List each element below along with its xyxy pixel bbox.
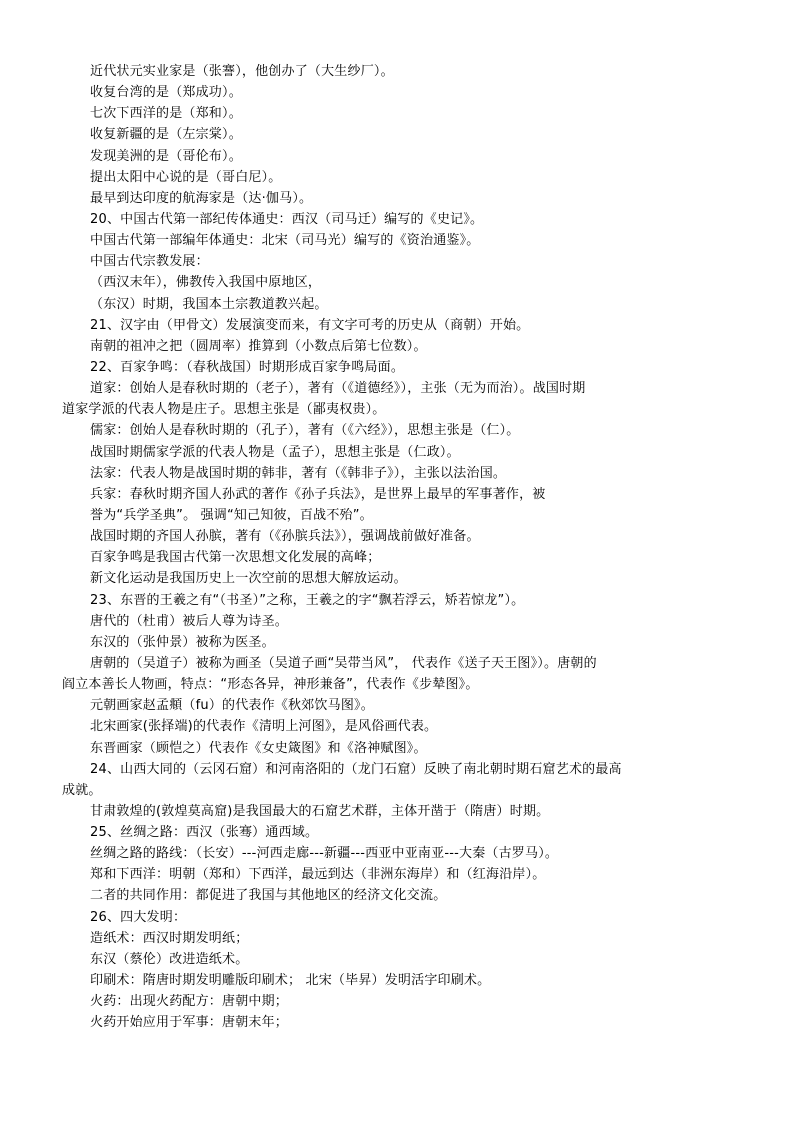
text-line: 誉为“兵学圣典”。 强调“知己知彼，百战不殆”。 bbox=[90, 507, 373, 523]
text-line: 20、中国古代第一部纪传体通史：西汉（司马迁）编写的《史记》。 bbox=[90, 211, 484, 227]
text-line: 发现美洲的是（哥伦布）。 bbox=[90, 148, 242, 164]
text-line: 儒家：创始人是春秋时期的（孔子），著有（《六经》），思想主张是（仁）。 bbox=[90, 423, 520, 439]
document-body bbox=[62, 61, 742, 1033]
text-line: 道家学派的代表人物是庄子。思想主张是（鄙夷权贵）。 bbox=[62, 402, 386, 418]
text-line: 24、山西大同的（云冈石窟）和河南洛阳的（龙门石窟）反映了南北朝时期石窟艺术的最高 bbox=[90, 761, 622, 777]
text-line: 唐代的（杜甫）被后人尊为诗圣。 bbox=[90, 613, 289, 629]
text-line: 火药：出现火药配方：唐朝中期； bbox=[90, 994, 289, 1010]
text-line: 七次下西洋的是（郑和）。 bbox=[90, 106, 242, 122]
text-line: 道家：创始人是春秋时期的（老子），著有（《道德经》），主张（无为而治）。战国时期 bbox=[90, 381, 586, 397]
text-line: 提出太阳中心说的是（哥白尼）。 bbox=[90, 169, 282, 185]
text-line: 唐朝的（吴道子）被称为画圣（吴道子画“吴带当风”， 代表作《送子天王图》）。唐朝的 bbox=[90, 655, 597, 671]
text-line: 26、四大发明： bbox=[90, 909, 187, 925]
text-line: 甘肃敦煌的(敦煌莫高窟)是我国最大的石窟艺术群，主体开凿于（隋唐）时期。 bbox=[90, 803, 550, 819]
text-line: 成就。 bbox=[62, 782, 102, 798]
text-line: 元朝画家赵孟頫（fu）的代表作《秋郊饮马图》。 bbox=[90, 698, 374, 714]
text-line: 25、丝绸之路：西汉（张骞）通西域。 bbox=[90, 825, 319, 841]
text-line: 兵家：春秋时期齐国人孙武的著作《孙子兵法》，是世界上最早的军事著作，被 bbox=[90, 486, 546, 502]
text-line: 火药开始应用于军事：唐朝末年； bbox=[90, 1015, 289, 1031]
text-line: 南朝的祖冲之把（圆周率）推算到（小数点后第七位数）。 bbox=[90, 338, 427, 354]
text-line: 收复新疆的是（左宗棠）。 bbox=[90, 127, 242, 143]
text-line: 22、百家争鸣：（春秋战国）时期形成百家争鸣局面。 bbox=[90, 359, 405, 375]
text-line: 百家争鸣是我国古代第一次思想文化发展的高峰； bbox=[90, 550, 381, 566]
text-line: 21、汉字由（甲骨文）发展演变而来，有文字可考的历史从（商朝）开始。 bbox=[90, 317, 530, 333]
text-line: 收复台湾的是（郑成功）。 bbox=[90, 85, 242, 101]
text-line: 北宋画家(张择端)的代表作《清明上河图》，是风俗画代表。 bbox=[90, 719, 438, 735]
text-line: 战国时期儒家学派的代表人物是（孟子），思想主张是（仁政）。 bbox=[90, 444, 460, 460]
text-line: （东汉）时期，我国本土宗教道教兴起。 bbox=[90, 296, 328, 312]
text-line: 战国时期的齐国人孙膑，著有（《孙膑兵法》），强调战前做好准备。 bbox=[90, 529, 480, 545]
text-line: 法家：代表人物是战国时期的韩非，著有（《韩非子》），主张以法治国。 bbox=[90, 465, 507, 481]
text-line: 23、东晋的王羲之有“（书圣）”之称，王羲之的字“飘若浮云，矫若惊龙”）。 bbox=[90, 592, 525, 608]
text-line: 近代状元实业家是（张謇），他创办了（大生纱厂）。 bbox=[90, 64, 394, 79]
text-line: 东汉（蔡伦）改进造纸术。 bbox=[90, 951, 249, 967]
text-line: 中国古代第一部编年体通史：北宋（司马光）编写的《资治通鉴》。 bbox=[90, 233, 480, 249]
text-line: 东汉的（张仲景）被称为医圣。 bbox=[90, 634, 275, 650]
text-line: 东晋画家（顾恺之）代表作《女史箴图》和《洛神赋图》。 bbox=[90, 740, 427, 756]
text-line: （西汉末年），佛教传入我国中原地区， bbox=[90, 275, 322, 291]
text-line: 二者的共同作用：都促进了我国与其他地区的经济文化交流。 bbox=[90, 888, 447, 904]
text-line: 新文化运动是我国历史上一次空前的思想大解放运动。 bbox=[90, 571, 407, 587]
text-line: 郑和下西洋：明朝（郑和）下西洋，最远到达（非洲东海岸）和（红海沿岸）。 bbox=[90, 867, 546, 883]
text-line: 阎立本善长人物画，特点：“形态各异，神形兼备”，代表作《步辇图》。 bbox=[62, 677, 479, 693]
text-line: 最早到达印度的航海家是（达·伽马）。 bbox=[90, 190, 313, 206]
text-line: 中国古代宗教发展： bbox=[90, 254, 209, 270]
text-line: 印刷术：隋唐时期发明雕版印刷术； 北宋（毕昇）发明活字印刷术。 bbox=[90, 973, 491, 989]
text-line: 造纸术：西汉时期发明纸； bbox=[90, 930, 249, 946]
text-line: 丝绸之路的路线：（长安）---河西走廊---新疆---西亚中亚南亚---大秦（古罗马）。 bbox=[90, 846, 559, 862]
